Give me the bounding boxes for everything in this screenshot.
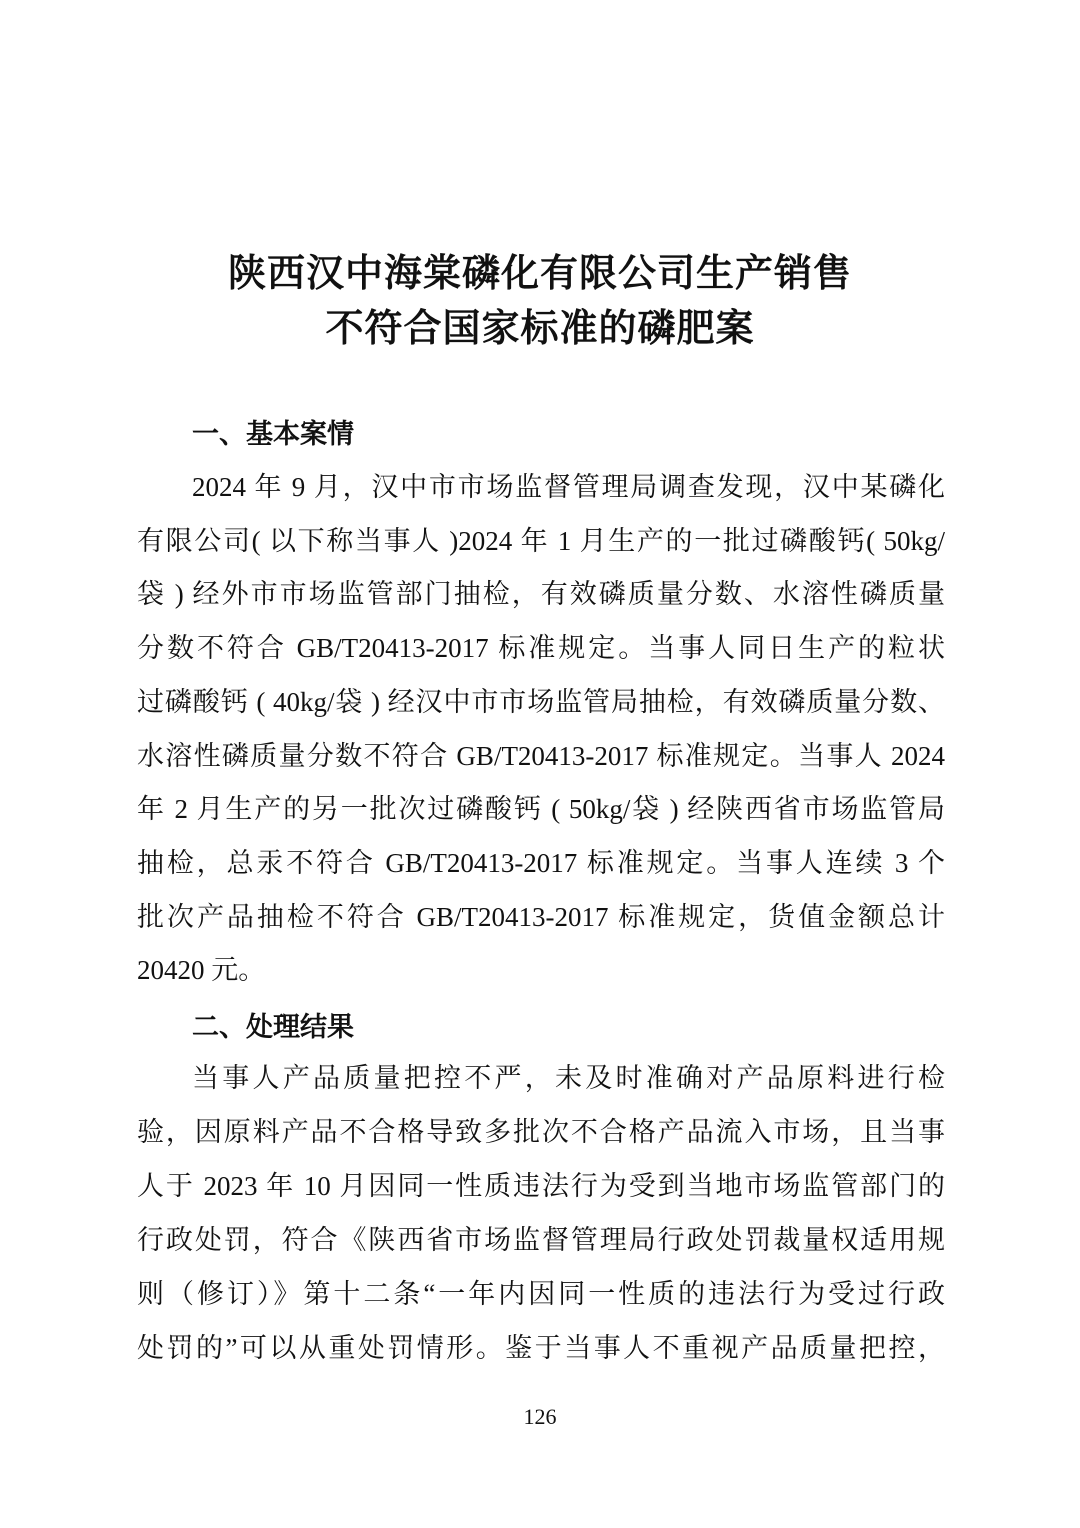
- paragraph-line: 年 2 月生产的另一批次过磷酸钙 ( 50kg/袋 ) 经陕西省市场监管局: [137, 794, 945, 824]
- title-line-1: 陕西汉中海棠磷化有限公司生产销售: [227, 251, 852, 295]
- paragraph-line: 抽检，总汞不符合 GB/T20413-2017 标准规定。当事人连续 3 个: [137, 848, 945, 878]
- paragraph-line: 水溶性磷质量分数不符合 GB/T20413-2017 标准规定。当事人 2024: [137, 741, 945, 771]
- section-heading: 一、基本案情: [192, 419, 354, 450]
- paragraph-line: 批次产品抽检不符合 GB/T20413-2017 标准规定，货值金额总计: [137, 902, 945, 932]
- paragraph-line: 人于 2023 年 10 月因同一性质违法行为受到当地市场监管部门的: [137, 1171, 945, 1201]
- title-line-2: 不符合国家标准的磷肥案: [325, 306, 755, 350]
- paragraph-line: 验，因原料产品不合格导致多批次不合格产品流入市场，且当事: [137, 1117, 945, 1147]
- paragraph-line: 袋 ) 经外市市场监管部门抽检，有效磷质量分数、水溶性磷质量: [137, 579, 945, 609]
- paragraph-line: 2024 年 9 月，汉中市市场监督管理局调查发现，汉中某磷化: [192, 472, 945, 502]
- page-number: 126: [523, 1404, 557, 1429]
- paragraph-line: 处罚的”可以从重处罚情形。鉴于当事人不重视产品质量把控，: [137, 1333, 945, 1363]
- paragraph-line: 有限公司( 以下称当事人 )2024 年 1 月生产的一批过磷酸钙( 50kg/: [137, 526, 945, 556]
- paragraph-line: 过磷酸钙 ( 40kg/袋 ) 经汉中市市场监管局抽检，有效磷质量分数、: [137, 687, 945, 717]
- paragraph-line: 20420 元。: [137, 955, 266, 985]
- paragraph-line: 行政处罚，符合《陕西省市场监督管理局行政处罚裁量权适用规: [137, 1225, 945, 1255]
- paragraph-line: 分数不符合 GB/T20413-2017 标准规定。当事人同日生产的粒状: [137, 633, 945, 663]
- section-heading: 二、处理结果: [192, 1012, 354, 1043]
- paragraph-line: 则（修订）》第十二条“一年内因同一性质的违法行为受过行政: [137, 1279, 945, 1309]
- paragraph-line: 当事人产品质量把控不严，未及时准确对产品原料进行检: [192, 1063, 945, 1093]
